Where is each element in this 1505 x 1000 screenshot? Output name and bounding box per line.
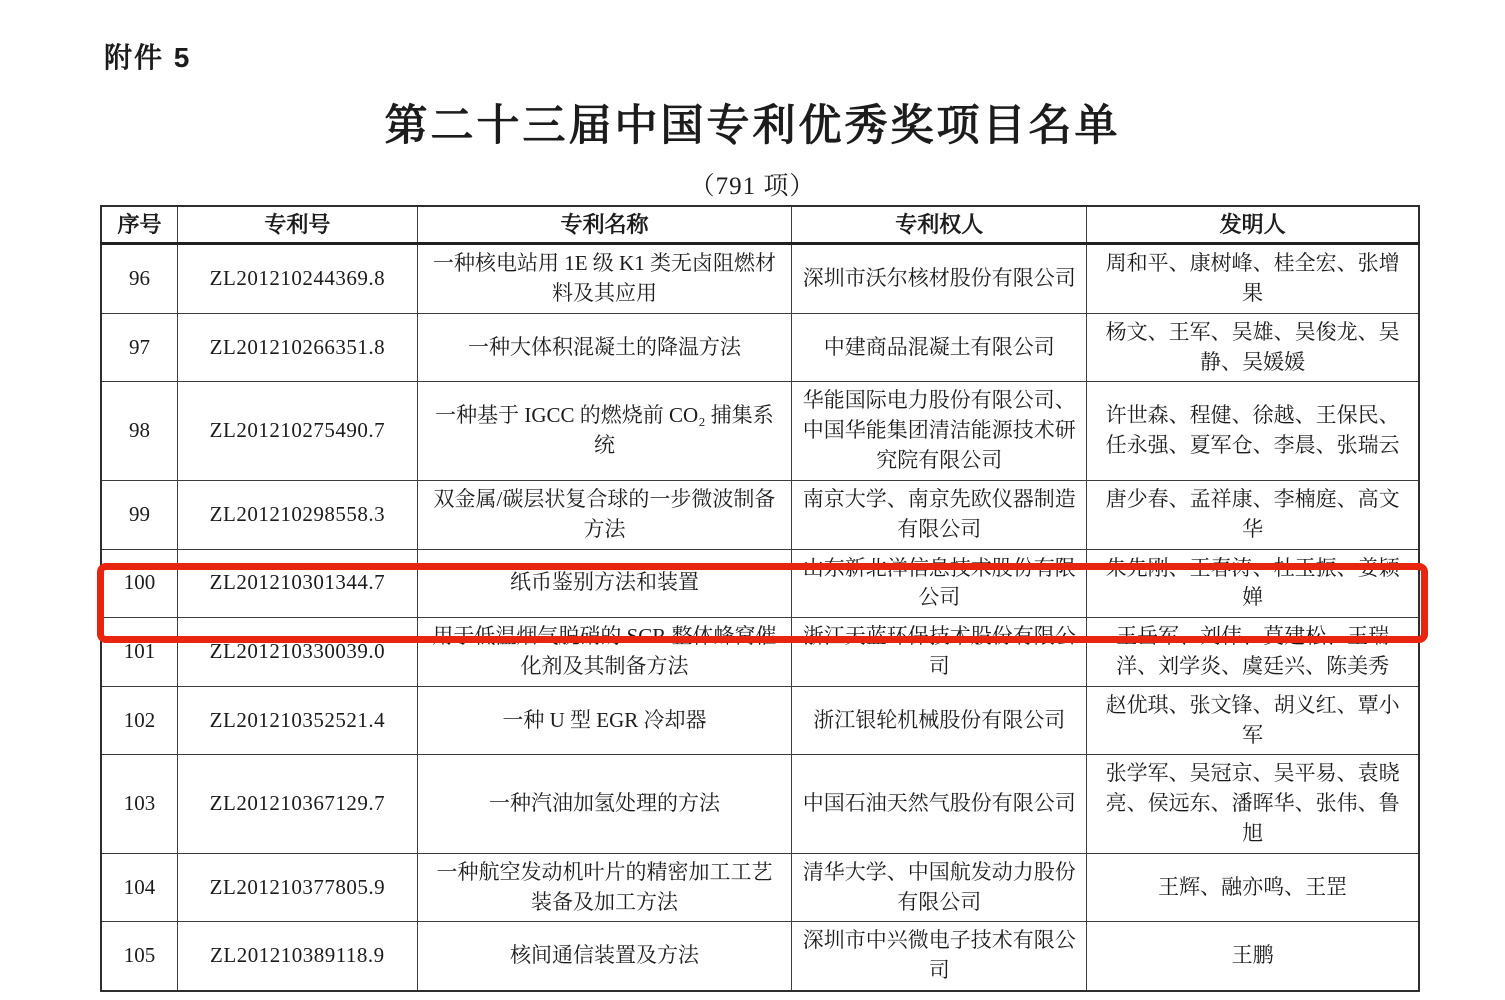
table-row [101,922,1419,991]
table-row [101,480,1419,549]
cell-patentee: 浙江银轮机械股份有限公司 [792,686,1087,755]
cell-patentee: 深圳市中兴微电子技术有限公司 [792,922,1087,991]
cell-patentee: 浙江天蓝环保技术股份有限公司 [792,618,1087,687]
cell-patentee: 清华大学、中国航发动力股份有限公司 [792,853,1087,922]
header-cell-patent-number: 专利号 [177,206,417,244]
cell-inventors: 朱先刚、王春涛、杜玉振、姜颖婵 [1087,549,1419,618]
cell-patentee: 山东新北洋信息技术股份有限公司 [792,549,1087,618]
cell-patent-number: ZL201210367129.7 [177,755,417,853]
table-row [101,244,1419,314]
patent-table-container [100,205,1420,992]
item-count: （791 项） [689,173,816,200]
header-cell-patent-name: 专利名称 [417,206,791,244]
cell-serial: 101 [101,618,177,687]
cell-patent-name: 双金属/碳层状复合球的一步微波制备方法 [417,480,791,549]
cell-inventors: 赵优琪、张文锋、胡义红、覃小军 [1087,686,1419,755]
header-cell-serial: 序号 [101,206,177,244]
header-cell-patentee: 专利权人 [792,206,1087,244]
header-row [101,206,1419,244]
cell-serial: 98 [101,382,177,480]
table-row [101,755,1419,853]
cell-patent-number: ZL201210377805.9 [177,853,417,922]
header-cell-inventors: 发明人 [1087,206,1419,244]
patent-table [100,205,1420,992]
cell-inventors: 王鹏 [1087,922,1419,991]
cell-patentee: 深圳市沃尔核材股份有限公司 [792,244,1087,314]
cell-patent-number: ZL201210266351.8 [177,313,417,382]
table-row [101,686,1419,755]
cell-patent-number: ZL201210275490.7 [177,382,417,480]
table-row [101,382,1419,480]
table-row-highlighted [101,618,1419,687]
cell-patent-name: 一种 U 型 EGR 冷却器 [417,686,791,755]
cell-serial: 100 [101,549,177,618]
cell-inventors: 张学军、吴冠京、吴平易、袁晓亮、侯远东、潘晖华、张伟、鲁旭 [1087,755,1419,853]
cell-inventors: 许世森、程健、徐越、王保民、任永强、夏军仓、李晨、张瑞云 [1087,382,1419,480]
cell-patent-number: ZL201210244369.8 [177,244,417,314]
cell-serial: 103 [101,755,177,853]
table-row [101,549,1419,618]
cell-patent-name: 一种核电站用 1E 级 K1 类无卤阻燃材料及其应用 [417,244,791,314]
cell-serial: 105 [101,922,177,991]
table-row [101,853,1419,922]
cell-patent-name: 一种大体积混凝土的降温方法 [417,313,791,382]
cell-patent-name: 一种基于 IGCC 的燃烧前 CO₂ 捕集系统 [417,382,791,480]
table-row [101,313,1419,382]
cell-serial: 97 [101,313,177,382]
cell-patentee: 南京大学、南京先欧仪器制造有限公司 [792,480,1087,549]
cell-inventors: 王辉、融亦鸣、王罡 [1087,853,1419,922]
cell-patent-number: ZL201210301344.7 [177,549,417,618]
cell-patentee: 中建商品混凝土有限公司 [792,313,1087,382]
cell-inventors: 周和平、康树峰、桂全宏、张增果 [1087,244,1419,314]
cell-inventors: 杨文、王军、吴雄、吴俊龙、吴静、吴媛媛 [1087,313,1419,382]
cell-patent-name: 纸币鉴别方法和装置 [417,549,791,618]
cell-patent-name: 一种汽油加氢处理的方法 [417,755,791,853]
cell-patentee: 中国石油天然气股份有限公司 [792,755,1087,853]
cell-serial: 96 [101,244,177,314]
cell-patent-name: 用于低温烟气脱硝的 SCR 整体蜂窝催化剂及其制备方法 [417,618,791,687]
attachment-label: 附件 5 [104,42,192,73]
cell-inventors: 王岳军、刘伟、莫建松、王瑞洋、刘学炎、虞廷兴、陈美秀 [1087,618,1419,687]
cell-serial: 104 [101,853,177,922]
cell-serial: 99 [101,480,177,549]
cell-patent-number: ZL201210352521.4 [177,686,417,755]
cell-patent-name: 核间通信装置及方法 [417,922,791,991]
cell-patent-number: ZL201210389118.9 [177,922,417,991]
cell-patentee: 华能国际电力股份有限公司、中国华能集团清洁能源技术研究院有限公司 [792,382,1087,480]
cell-serial: 102 [101,686,177,755]
cell-inventors: 唐少春、孟祥康、李楠庭、高文华 [1087,480,1419,549]
document-title: 第二十三届中国专利优秀奖项目名单 [384,103,1121,150]
cell-patent-name: 一种航空发动机叶片的精密加工工艺装备及加工方法 [417,853,791,922]
cell-patent-number: ZL201210330039.0 [177,618,417,687]
cell-patent-number: ZL201210298558.3 [177,480,417,549]
